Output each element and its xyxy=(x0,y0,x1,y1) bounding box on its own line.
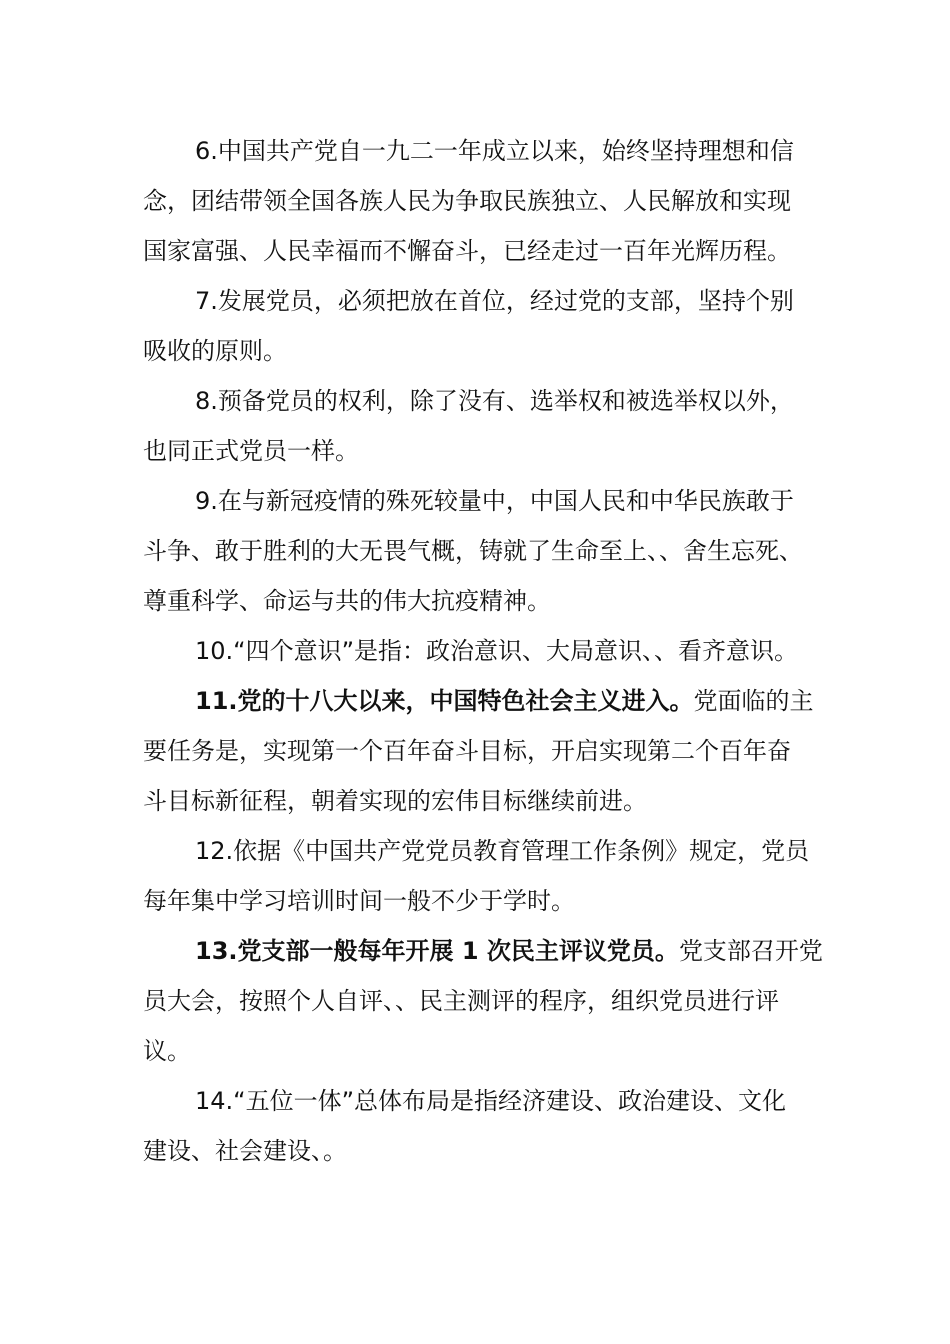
q12-line-2: 每年集中学习培训时间一般不少于学时。 xyxy=(143,887,575,915)
q10-line-1: 10.“四个意识”是指：政治意识、大局意识、、看齐意识。 xyxy=(195,637,799,665)
q9-line-3: 尊重科学、命运与共的伟大抗疫精神。 xyxy=(143,587,551,615)
q13-line-1 xyxy=(195,936,823,966)
q9-line-1: 9.在与新冠疫情的殊死较量中，中国人民和中华民族敢于 xyxy=(195,487,794,515)
q8-line-1: 8.预备党员的权利，除了没有、选举权和被选举权以外， xyxy=(195,387,794,415)
q6-line-2: 念，团结带领全国各族人民为争取民族独立、人民解放和实现 xyxy=(143,187,791,215)
q13-line-3: 议。 xyxy=(143,1037,191,1065)
q7-line-1: 7.发展党员，必须把放在首位，经过党的支部，坚持个别 xyxy=(195,287,794,315)
q14-line-2: 建设、社会建设、。 xyxy=(143,1137,347,1165)
q13-line-2: 员大会，按照个人自评、、民主测评的程序，组织党员进行评 xyxy=(143,987,779,1015)
q6-line-3: 国家富强、人民幸福而不懈奋斗，已经走过一百年光辉历程。 xyxy=(143,237,791,265)
q8-line-2: 也同正式党员一样。 xyxy=(143,437,359,465)
q11-bold-heading: 11.党的十八大以来，中国特色社会主义进入。 xyxy=(195,687,694,715)
q7-line-2: 吸收的原则。 xyxy=(143,337,287,365)
q11-line-1-rest: 党面临的主 xyxy=(693,687,814,715)
q6-line-1: 6.中国共产党自一九二一年成立以来，始终坚持理想和信 xyxy=(195,137,794,165)
q12-line-1: 12.依据《中国共产党党员教育管理工作条例》规定，党员 xyxy=(195,837,810,865)
q14-line-1: 14.“五位一体”总体布局是指经济建设、政治建设、文化 xyxy=(195,1087,787,1115)
q9-line-2: 斗争、敢于胜利的大无畏气概，铸就了生命至上、、舍生忘死、 xyxy=(143,537,803,565)
q11-line-2: 要任务是，实现第一个百年奋斗目标，开启实现第二个百年奋 xyxy=(143,737,791,765)
q11-line-1 xyxy=(195,686,814,716)
q13-bold-heading: 13.党支部一般每年开展 1 次民主评议党员。 xyxy=(195,937,679,965)
q13-line-1-rest: 党支部召开党 xyxy=(678,937,823,965)
q11-line-3: 斗目标新征程，朝着实现的宏伟目标继续前进。 xyxy=(143,787,647,815)
